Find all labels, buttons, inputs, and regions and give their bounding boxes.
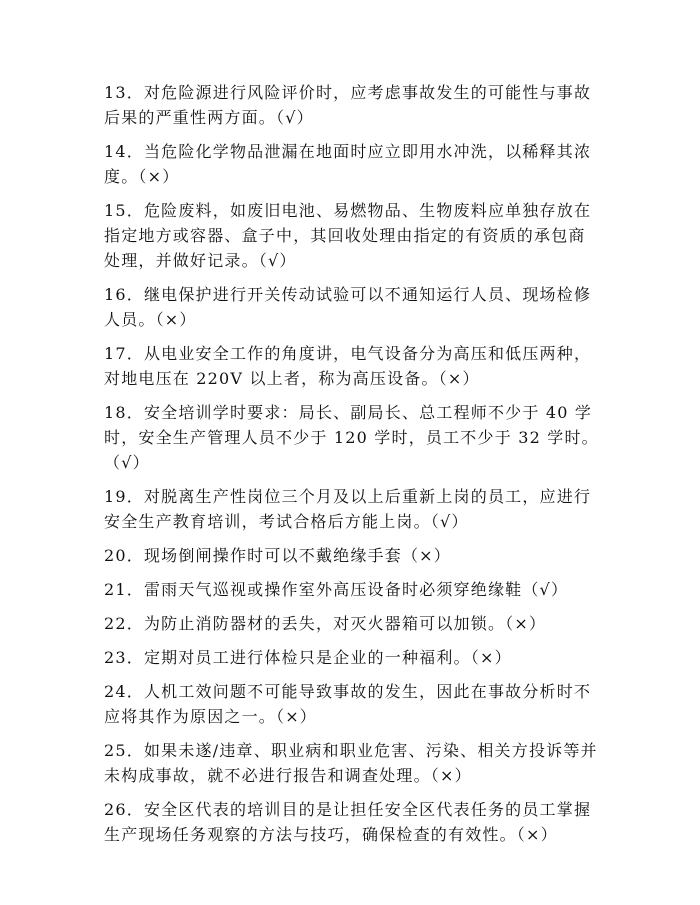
question-22: 22．为防止消防器材的丢失，对灭火器箱可以加锁。（×） bbox=[104, 614, 547, 633]
question-17: 17．从电业安全工作的角度讲，电气设备分为高压和低压两种，对地电压在 220V 以上者，称为高压设备。（×） bbox=[104, 344, 592, 388]
question-23: 23．定期对员工进行体检只是企业的一种福利。（×） bbox=[104, 648, 512, 667]
question-20: 20．现场倒闸操作时可以不戴绝缘手套（×） bbox=[104, 546, 451, 565]
question-26: 26．安全区代表的培训目的是让担任安全区代表任务的员工掌握生产现场任务观察的方法与技巧，确保检查的有效性。（×） bbox=[104, 800, 592, 844]
question-25: 25．如果未遂/违章、职业病和职业危害、污染、相关方投诉等并未构成事故，就不必进行报告和调查处理。（×） bbox=[104, 741, 598, 785]
question-24: 24．人机工效问题不可能导致事故的发生，因此在事故分析时不应将其作为原因之一。（×） bbox=[104, 682, 592, 726]
question-16: 16．继电保护进行开关传动试验可以不通知运行人员、现场检修人员。（×） bbox=[104, 285, 592, 329]
question-18: 18．安全培训学时要求：局长、副局长、总工程师不少于 40 学时，安全生产管理人员不少于 120 学时，员工不少于 32 学时。（√） bbox=[104, 403, 599, 472]
question-19: 19．对脱离生产性岗位三个月及以上后重新上岗的员工，应进行安全生产教育培训，考试合格后方能上岗。（√） bbox=[104, 487, 592, 531]
question-15: 15．危险废料，如废旧电池、易燃物品、生物废料应单独存放在指定地方或容器、盒子中，其回收处理由指定的有资质的承包商处理，并做好记录。（√） bbox=[104, 201, 592, 270]
question-13: 13．对危险源进行风险评价时，应考虑事故发生的可能性与事故后果的严重性两方面。（√） bbox=[104, 83, 592, 127]
question-14: 14．当危险化学物品泄漏在地面时应立即用水冲洗，以稀释其浓度。（×） bbox=[104, 142, 592, 186]
question-list bbox=[104, 80, 600, 856]
question-21: 21．雷雨天气巡视或操作室外高压设备时必须穿绝缘鞋（√） bbox=[104, 580, 569, 599]
